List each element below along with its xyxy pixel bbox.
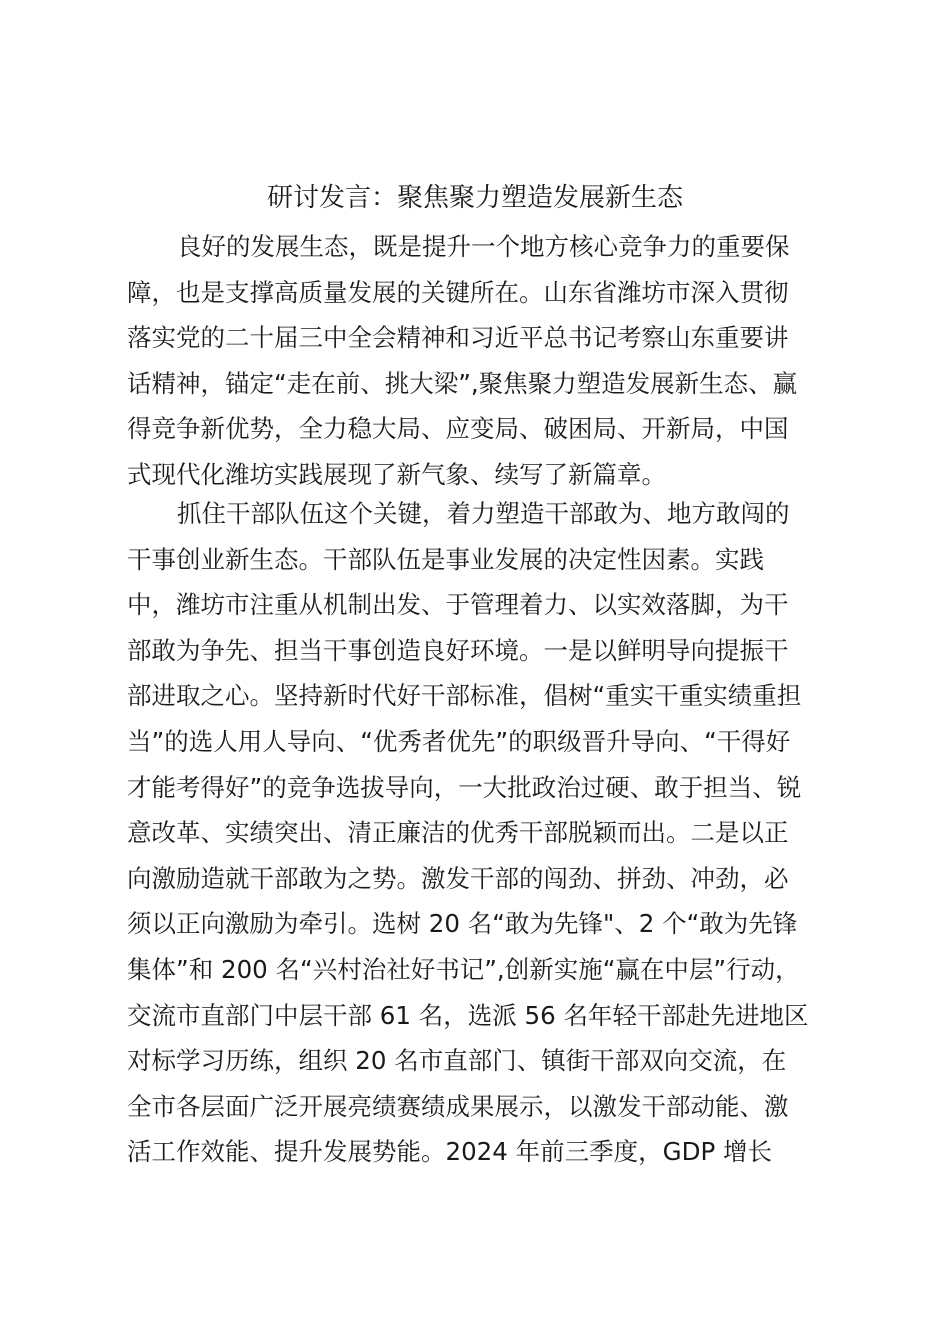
text-line: 落实党的二十届三中全会精神和习近平总书记考察山东重要讲 [127, 323, 789, 353]
paragraph-1 [127, 224, 837, 498]
text-line: 集体”和 200 名“兴村治社好书记”,创新实施“赢在中层”行动， [127, 954, 800, 984]
text-line: 干事创业新生态。干部队伍是事业发展的决定性因素。实践 [127, 544, 764, 574]
text-line: 部敢为争先、担当干事创造良好环境。一是以鲜明导向提振干 [127, 635, 789, 665]
text-line: 交流市直部门中层干部 61 名，选派 56 名年轻干部赴先进地区 [127, 1000, 809, 1030]
text-line: 全市各层面广泛开展亮绩赛绩成果展示，以激发干部动能、激 [127, 1091, 789, 1121]
text-line: 中，潍坊市注重从机制出发、于管理着力、以实效落脚，为干 [127, 590, 789, 620]
text-line: 话精神，锚定“走在前、挑大梁”,聚焦聚力塑造发展新生态、赢 [127, 368, 798, 398]
text-line: 良好的发展生态，既是提升一个地方核心竞争力的重要保 [177, 232, 790, 261]
text-line: 意改革、实绩突出、清正廉洁的优秀干部脱颖而出。二是以正 [127, 818, 789, 848]
text-line: 得竞争新优势，全力稳大局、应变局、破困局、开新局，中国 [127, 414, 789, 444]
text-line: 才能考得好”的竞争选拔导向，一大批政治过硬、敢于担当、锐 [127, 772, 802, 802]
text-line: 须以正向激励为牵引。选树 20 名“敢为先锋"、2 个“敢为先锋 [127, 909, 798, 939]
text-line: 障，也是支撑高质量发展的关键所在。山东省潍坊市深入贯彻 [127, 277, 789, 307]
text-line: 抓住干部队伍这个关键，着力塑造干部敢为、地方敢闯的 [177, 499, 790, 528]
text-line: 式现代化潍坊实践展现了新气象、续写了新篇章。 [127, 459, 666, 489]
text-line: 向激励造就干部敢为之势。激发干部的闯劲、拼劲、冲劲，必 [127, 863, 789, 893]
paragraph-2 [127, 491, 837, 1175]
text-line: 部进取之心。坚持新时代好干部标准，倡树“重实干重实绩重担 [127, 681, 802, 711]
text-line: 当”的选人用人导向、“优秀者优先”的职级晋升导向、“干得好 [127, 726, 791, 756]
text-line: 活工作效能、提升发展势能。2024 年前三季度，GDP 增长 [127, 1137, 773, 1167]
text-line: 对标学习历练，组织 20 名市直部门、镇街干部双向交流，在 [127, 1046, 787, 1076]
document-title: 研讨发言：聚焦聚力塑造发展新生态 [266, 183, 683, 213]
